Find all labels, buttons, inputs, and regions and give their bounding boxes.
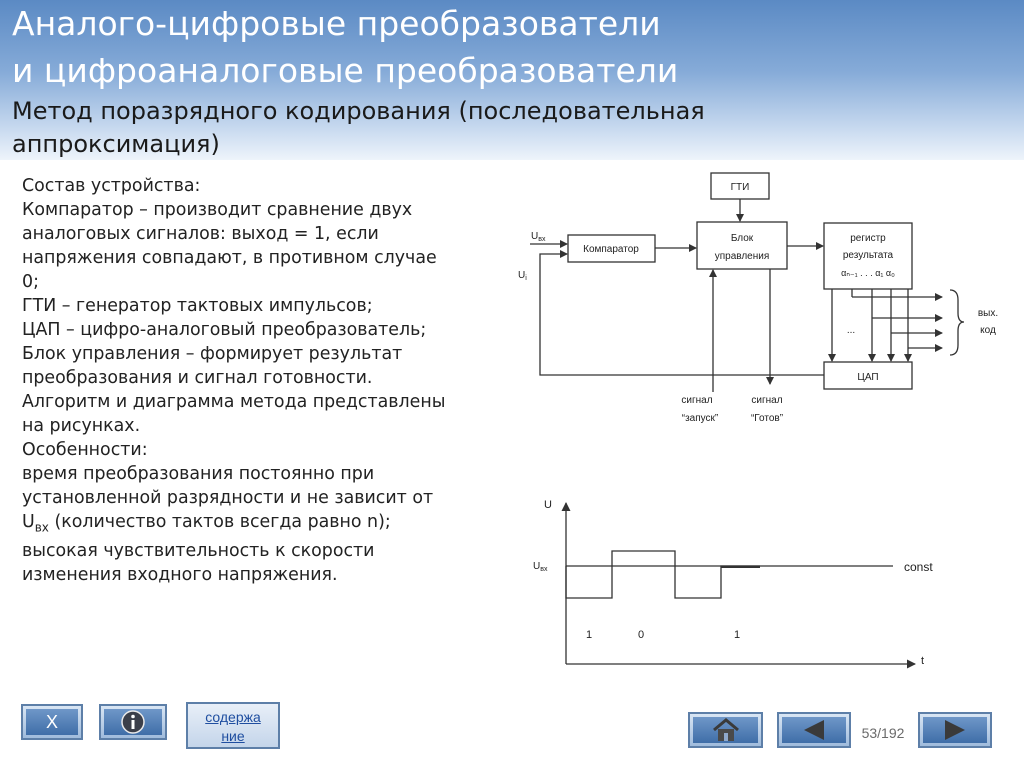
register-label-line2: результата (842, 250, 894, 261)
description-line: аналоговых сигналов: выход = 1, если (22, 224, 379, 244)
description-line: Компаратор – производит сравнение двух (22, 200, 413, 220)
dac-output-waveform (566, 551, 760, 598)
close-icon: X (45, 711, 58, 732)
description-line: ГТИ – генератор тактовых импульсов; (22, 296, 373, 316)
description-line: изменения входного напряжения. (22, 565, 338, 586)
description-line: Особенности: (22, 440, 148, 460)
bit-label: 0 (637, 629, 645, 641)
arrow-right-icon (941, 718, 969, 742)
next-button[interactable] (918, 712, 992, 748)
description-line: установленной разрядности и не зависит от (22, 488, 434, 508)
description-line-uvx: $U_{вх}$ (количество тактов всегда равно n); (22, 512, 391, 535)
start-signal-line1: сигнал (681, 395, 713, 406)
description-line: Блок управления – формирует результат (22, 344, 403, 364)
home-icon (711, 718, 741, 742)
ready-signal-line2: “Готов” (750, 413, 784, 424)
u-in-label: $U_{вх}$ (531, 231, 546, 243)
register-bits-label: αₙ₋₁ . . . α₁ α₀ (841, 268, 895, 278)
output-code-line1: вых. (977, 308, 999, 319)
slide-title-line2: и цифроаналоговые преобразователи (12, 51, 679, 90)
gti-label: ГТИ (730, 182, 750, 193)
page-number: 53/192 (861, 725, 905, 741)
bit-label: 1 (733, 629, 741, 641)
description-line: преобразования и сигнал готовности. (22, 368, 373, 388)
home-button[interactable] (688, 712, 763, 748)
description-line: время преобразования постоянно при (22, 464, 375, 484)
description-line: высокая чувствительность к скорости (22, 541, 375, 562)
ready-signal-line1: сигнал (751, 395, 783, 406)
start-signal-line2: “запуск” (681, 413, 719, 424)
u-i-label: $U_i$ (518, 270, 527, 282)
description-line: ЦАП – цифро-аналоговый преобразователь; (22, 320, 427, 340)
dac-label: ЦАП (857, 372, 879, 383)
register-label-line1: регистр (850, 233, 886, 244)
const-label: const (904, 560, 933, 574)
slide-subtitle-line1: Метод поразрядного кодирования (последовательная (12, 97, 705, 125)
description-line: Алгоритм и диаграмма метода представлены (22, 392, 446, 412)
arrow-left-icon (800, 718, 828, 742)
description-line: на рисунках. (22, 416, 141, 436)
description-line: 0; (22, 272, 39, 292)
slide-subtitle-line2: аппроксимация) (12, 130, 220, 158)
info-icon (120, 709, 146, 735)
u-in-axis-label: $U_{вх}$ (533, 561, 548, 573)
bit-label: 1 (585, 629, 593, 641)
slide-title-line1: Аналого-цифровые преобразователи (12, 4, 661, 43)
description-line: напряжения совпадают, в противном случае (22, 248, 437, 268)
control-label-line2: управления (714, 251, 770, 262)
description-line: Состав устройства: (22, 176, 201, 196)
close-button[interactable] (21, 704, 83, 740)
previous-button[interactable] (777, 712, 851, 748)
y-axis-label: U (544, 499, 552, 511)
contents-button[interactable] (186, 702, 280, 749)
x-axis-label: t (921, 655, 925, 667)
ellipsis-label: ... (846, 325, 856, 336)
contents-label: содержа ние (205, 709, 261, 744)
output-code-line2: код (980, 325, 996, 336)
control-label-line1: Блок (730, 233, 754, 244)
comparator-label: Компаратор (583, 244, 639, 255)
info-button[interactable] (99, 704, 167, 740)
